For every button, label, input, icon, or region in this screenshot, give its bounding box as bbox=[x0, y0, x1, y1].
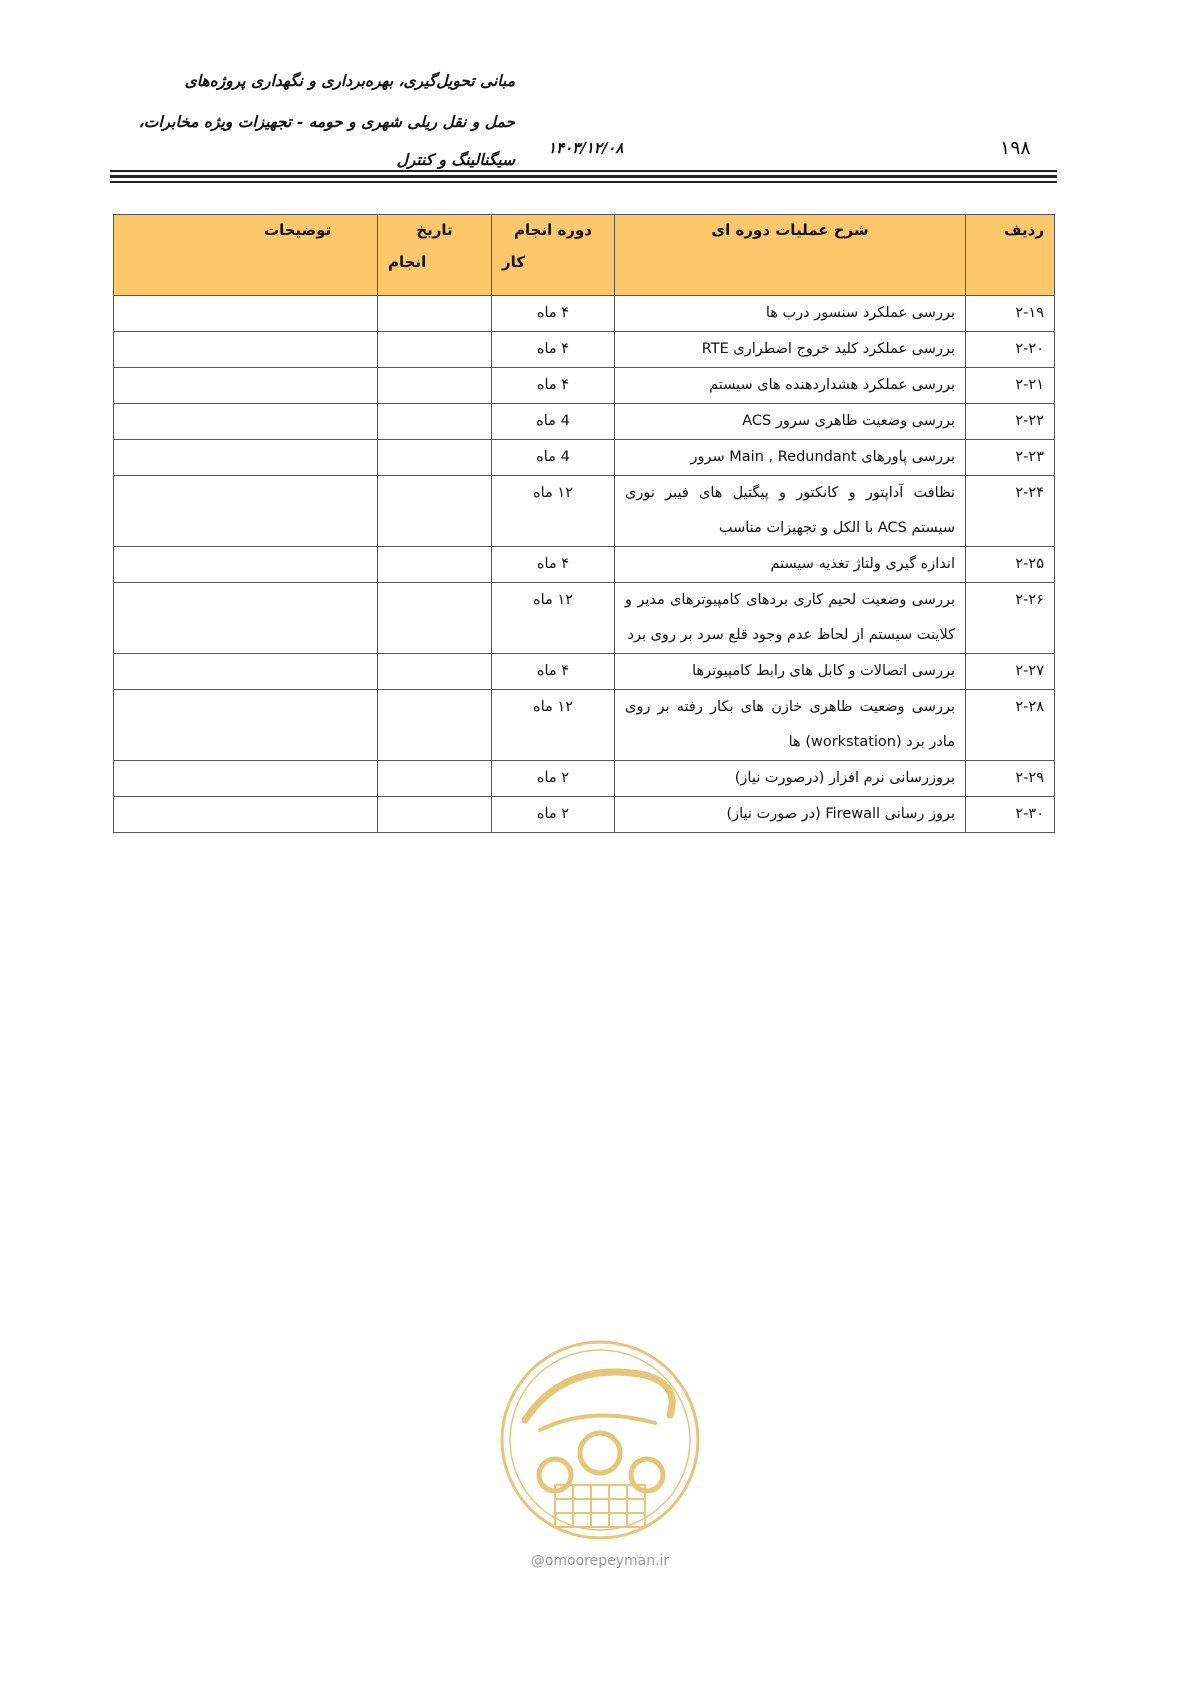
header-notes: توضیحات bbox=[114, 215, 378, 296]
page-number: ۱۹۸ bbox=[1000, 137, 1031, 159]
row-description: اندازه گیری ولتاژ تغذیه سیستم bbox=[615, 547, 966, 583]
row-date bbox=[378, 690, 492, 761]
row-notes bbox=[114, 654, 378, 690]
row-period: ۴ ماه bbox=[492, 368, 615, 404]
row-period: ۲ ماه bbox=[492, 761, 615, 797]
table-row bbox=[114, 296, 1055, 332]
row-date bbox=[378, 761, 492, 797]
row-period: ۴ ماه bbox=[492, 332, 615, 368]
row-description: بررسی عملکرد سنسور درب ها bbox=[615, 296, 966, 332]
row-notes bbox=[114, 583, 378, 654]
row-date bbox=[378, 368, 492, 404]
row-number: ۲-۲۳ bbox=[966, 440, 1055, 476]
row-number: ۲-۲۸ bbox=[966, 690, 1055, 761]
table-row bbox=[114, 761, 1055, 797]
row-date bbox=[378, 440, 492, 476]
row-period: ۲ ماه bbox=[492, 797, 615, 833]
table-row bbox=[114, 332, 1055, 368]
watermark-url: @omoorepeyman.ir bbox=[530, 1553, 670, 1569]
row-date bbox=[378, 296, 492, 332]
row-period: ۱۲ ماه bbox=[492, 583, 615, 654]
row-period: ۴ ماه bbox=[492, 296, 615, 332]
row-number: ۲-۲۴ bbox=[966, 476, 1055, 547]
row-period: ۱۲ ماه bbox=[492, 690, 615, 761]
table-row bbox=[114, 654, 1055, 690]
row-description: بررسی وضعیت لحیم کاری بردهای کامپیوترهای مدیر و کلاینت سیستم از لحاظ عدم وجود قلع سرد بر روی برد bbox=[615, 583, 966, 654]
header-title-line1: مبانی تحویل‌گیری، بهره‌برداری و نگهداری پروژه‌های bbox=[184, 71, 515, 90]
row-description: بروزرسانی نرم افزار (درصورت نیاز) bbox=[615, 761, 966, 797]
row-notes bbox=[114, 476, 378, 547]
row-period: 4 ماه bbox=[492, 404, 615, 440]
row-number: ۲-۲۰ bbox=[966, 332, 1055, 368]
row-period: ۱۲ ماه bbox=[492, 476, 615, 547]
row-notes bbox=[114, 547, 378, 583]
row-period: 4 ماه bbox=[492, 440, 615, 476]
row-number: ۲-۲۵ bbox=[966, 547, 1055, 583]
row-number: ۲-۲۷ bbox=[966, 654, 1055, 690]
row-notes bbox=[114, 690, 378, 761]
row-period: ۴ ماه bbox=[492, 547, 615, 583]
row-number: ۲-۳۰ bbox=[966, 797, 1055, 833]
table-row bbox=[114, 476, 1055, 547]
row-date bbox=[378, 797, 492, 833]
header-row-number: ردیف bbox=[966, 215, 1055, 296]
header-date: تاریخ انجام bbox=[378, 215, 492, 296]
row-description: بررسی عملکرد کلید خروج اضطراری RTE bbox=[615, 332, 966, 368]
header-date: ۱۴۰۳/۱۲/۰۸ bbox=[548, 139, 624, 157]
row-date bbox=[378, 476, 492, 547]
header-rule bbox=[110, 181, 1057, 183]
row-date bbox=[378, 583, 492, 654]
header-rule bbox=[110, 175, 1057, 178]
table-row bbox=[114, 797, 1055, 833]
table-row bbox=[114, 583, 1055, 654]
table-row bbox=[114, 404, 1055, 440]
table-row bbox=[114, 368, 1055, 404]
watermark-logo bbox=[495, 1335, 705, 1545]
row-date bbox=[378, 332, 492, 368]
row-description: بررسی وضعیت ظاهری سرور ACS bbox=[615, 404, 966, 440]
table-row bbox=[114, 440, 1055, 476]
header-title-line3: سیگنالینگ و کنترل bbox=[396, 150, 515, 169]
header-description: شرح عملیات دوره ای bbox=[615, 215, 966, 296]
header-title-line2: حمل و نقل ریلی شهری و حومه - تجهیزات ویژه مخابرات، bbox=[138, 112, 515, 131]
row-number: ۲-۲۲ bbox=[966, 404, 1055, 440]
row-notes bbox=[114, 368, 378, 404]
row-notes bbox=[114, 332, 378, 368]
header-period: دوره انجام کار bbox=[492, 215, 615, 296]
row-description: بررسی اتصالات و کابل های رابط کامپیوترها bbox=[615, 654, 966, 690]
row-notes bbox=[114, 296, 378, 332]
row-period: ۴ ماه bbox=[492, 654, 615, 690]
maintenance-table bbox=[113, 214, 1055, 833]
row-date bbox=[378, 547, 492, 583]
row-number: ۲-۲۱ bbox=[966, 368, 1055, 404]
row-description: بررسی پاورهای Main , Redundant سرور bbox=[615, 440, 966, 476]
table-header-row bbox=[114, 215, 1055, 296]
row-description: نظافت آداپتور و کانکتور و پیگتیل های فیبر نوری سیستم ACS با الکل و تجهیزات مناسب bbox=[615, 476, 966, 547]
row-number: ۲-۲۶ bbox=[966, 583, 1055, 654]
row-description: بروز رسانی Firewall (در صورت نیاز) bbox=[615, 797, 966, 833]
table-row bbox=[114, 690, 1055, 761]
row-notes bbox=[114, 440, 378, 476]
row-notes bbox=[114, 404, 378, 440]
row-number: ۲-۱۹ bbox=[966, 296, 1055, 332]
header-rule bbox=[110, 170, 1057, 172]
row-date bbox=[378, 404, 492, 440]
row-description: بررسی وضعیت ظاهری خازن های بکار رفته بر روی مادر برد (workstation) ها bbox=[615, 690, 966, 761]
row-notes bbox=[114, 797, 378, 833]
table-row bbox=[114, 547, 1055, 583]
row-description: بررسی عملکرد هشداردهنده های سیستم bbox=[615, 368, 966, 404]
row-number: ۲-۲۹ bbox=[966, 761, 1055, 797]
row-date bbox=[378, 654, 492, 690]
row-notes bbox=[114, 761, 378, 797]
